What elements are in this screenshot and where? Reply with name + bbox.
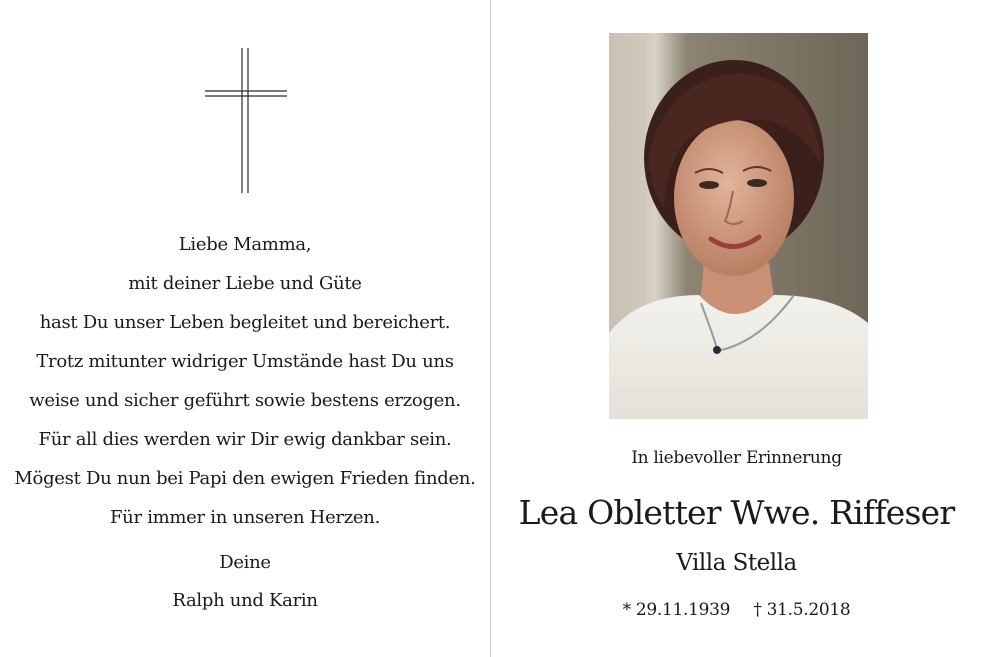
poem-line: hast Du unser Leben begleitet und bereichert.: [39, 312, 451, 333]
death-date: † 31.5.2018: [753, 600, 851, 620]
poem-line: Für all dies werden wir Dir ewig dankbar sein.: [38, 429, 452, 450]
cross-icon: [205, 48, 287, 193]
deceased-name: Lea Obletter Wwe. Riffeser: [518, 493, 955, 532]
left-page: [0, 0, 490, 657]
poem-line: Trotz mitunter widriger Umstände hast Du uns: [36, 351, 454, 372]
poem-line: Mögest Du nun bei Papi den ewigen Frieden finden.: [14, 468, 476, 489]
right-page: [491, 0, 982, 657]
poem-line: Für immer in unseren Herzen.: [109, 507, 380, 528]
poem-line: weise und sicher geführt sowie bestens erzogen.: [29, 390, 461, 411]
memorial-heading: In liebevoller Erinnerung: [631, 448, 842, 468]
poem-line: Liebe Mamma,: [178, 234, 312, 255]
birth-date: * 29.11.1939: [622, 600, 731, 620]
signature-closing: Deine: [219, 552, 271, 573]
signature-names: Ralph und Karin: [172, 590, 318, 611]
life-dates: [491, 600, 982, 620]
poem: [0, 225, 490, 537]
poem-line: mit deiner Liebe und Güte: [128, 273, 362, 294]
signature: [0, 544, 490, 620]
place-name: Villa Stella: [676, 550, 797, 576]
portrait-photo: [609, 33, 868, 419]
